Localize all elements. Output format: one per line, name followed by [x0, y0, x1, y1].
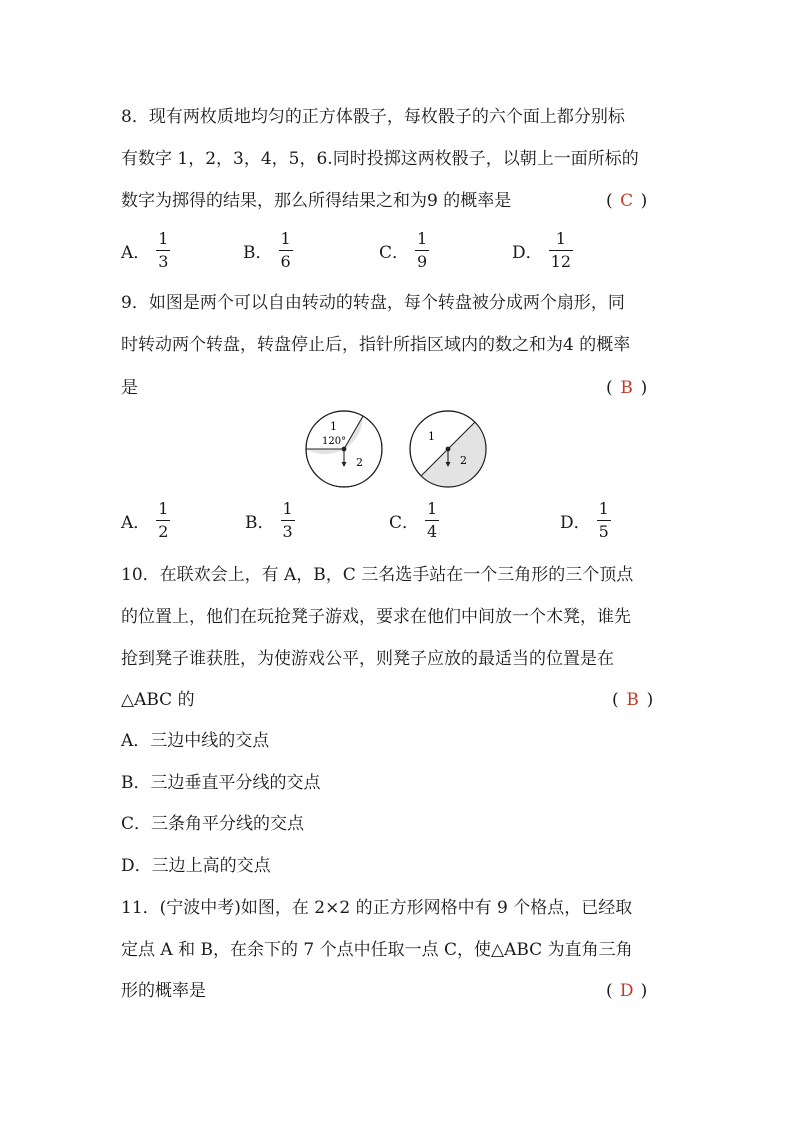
q10-line-1: 10．在联欢会上，有 A，B，C 三名选手站在一个三角形的三个顶点 [121, 565, 634, 585]
denominator: 2 [158, 522, 169, 541]
denominator: 9 [417, 252, 428, 271]
fraction [425, 500, 439, 541]
paren-close: ) [646, 690, 654, 710]
option-label: D． [512, 243, 543, 263]
q9-option-d [560, 500, 611, 541]
spinner-left [306, 411, 382, 487]
q8-line-1: 8．现有两枚质地均匀的正方体骰子，每枚骰子的六个面上都分别标 [121, 107, 625, 127]
denominator: 5 [598, 522, 609, 541]
q11-line-2: 定点 A 和 B，在余下的 7 个点中任取一点 C，使△ABC 为直角三角 [121, 940, 633, 960]
q8-option-a [121, 230, 170, 271]
numerator: 1 [598, 499, 609, 518]
fraction [279, 230, 293, 271]
spinner-right-label-1: 1 [428, 430, 435, 443]
denominator: 3 [282, 522, 293, 541]
fraction [156, 230, 170, 271]
option-label: A． [121, 513, 151, 533]
q8-line-3: 数字为掷得的结果，那么所得结果之和为9 的概率是 [121, 191, 512, 211]
numerator: 1 [280, 229, 291, 248]
q10-option-a: A．三边中线的交点 [121, 731, 270, 751]
option-label: C． [379, 243, 410, 263]
q11-answer-letter: D [619, 981, 634, 1001]
option-label: D． [560, 513, 591, 533]
spinner-left-hub [342, 447, 347, 452]
spinner-left-label-1: 1 [330, 420, 337, 433]
q9-option-c [389, 500, 439, 541]
q9-answer-letter: B [620, 378, 633, 398]
q9-option-a [121, 500, 170, 541]
paren-close: ) [640, 378, 648, 398]
paren-close: ) [640, 191, 648, 211]
q9-answer [606, 377, 647, 399]
fraction [156, 500, 170, 541]
spinner-right [410, 411, 486, 487]
paren-open: ( [606, 378, 613, 398]
paren-open: ( [612, 690, 619, 710]
q8-option-c [379, 230, 429, 271]
spinner-figure [300, 408, 500, 494]
option-label: A． [121, 243, 151, 263]
fraction [415, 230, 429, 271]
denominator: 6 [280, 252, 291, 271]
numerator: 1 [427, 499, 438, 518]
fraction [281, 500, 295, 541]
denominator: 4 [427, 522, 438, 541]
fraction [597, 500, 611, 541]
q9-option-b [245, 500, 295, 541]
q10-option-c: C．三条角平分线的交点 [121, 814, 305, 834]
q10-option-d: D．三边上高的交点 [121, 856, 271, 876]
option-label: C． [389, 513, 420, 533]
q8-answer-letter: C [620, 191, 634, 211]
numerator: 1 [158, 229, 169, 248]
numerator: 1 [282, 499, 293, 518]
paren-close: ) [640, 981, 648, 1001]
denominator: 3 [158, 252, 169, 271]
option-label: B． [245, 513, 275, 533]
numerator: 1 [417, 229, 428, 248]
option-label: B． [243, 243, 273, 263]
q10-answer-letter: B [626, 690, 639, 710]
fraction [549, 230, 573, 271]
numerator: 1 [158, 499, 169, 518]
paren-open: ( [606, 191, 613, 211]
q11-answer [606, 980, 647, 1002]
spinner-left-angle: 120° [322, 436, 347, 447]
spinner-right-label-2: 2 [460, 454, 467, 467]
q9-line-1: 9．如图是两个可以自由转动的转盘，每个转盘被分成两个扇形，同 [121, 293, 625, 313]
q11-line-1: 11．(宁波中考)如图，在 2×2 的正方形网格中有 9 个格点，已经取 [121, 898, 633, 918]
numerator: 1 [555, 229, 566, 248]
q8-option-b [243, 230, 293, 271]
spinner-right-hub [446, 447, 451, 452]
q11-line-3: 形的概率是 [121, 981, 206, 1001]
spinner-left-label-2: 2 [356, 456, 363, 469]
q10-answer [612, 689, 653, 711]
q10-option-b: B．三边垂直平分线的交点 [121, 773, 321, 793]
q10-line-3: 抢到凳子谁获胜，为使游戏公平，则凳子应放的最适当的位置是在 [121, 649, 614, 669]
q8-option-d [512, 230, 573, 271]
paren-open: ( [606, 981, 613, 1001]
denominator: 12 [550, 252, 571, 271]
q10-line-2: 的位置上，他们在玩抢凳子游戏，要求在他们中间放一个木凳，谁先 [121, 607, 631, 627]
q8-answer [606, 190, 647, 212]
q8-line-2: 有数字 1，2，3，4，5，6.同时投掷这两枚骰子，以朝上一面所标的 [121, 149, 639, 169]
q10-line-4: △ABC 的 [121, 690, 195, 710]
q9-line-2: 时转动两个转盘，转盘停止后，指针所指区域内的数之和为4 的概率 [121, 335, 631, 355]
q9-line-3: 是 [121, 378, 138, 398]
